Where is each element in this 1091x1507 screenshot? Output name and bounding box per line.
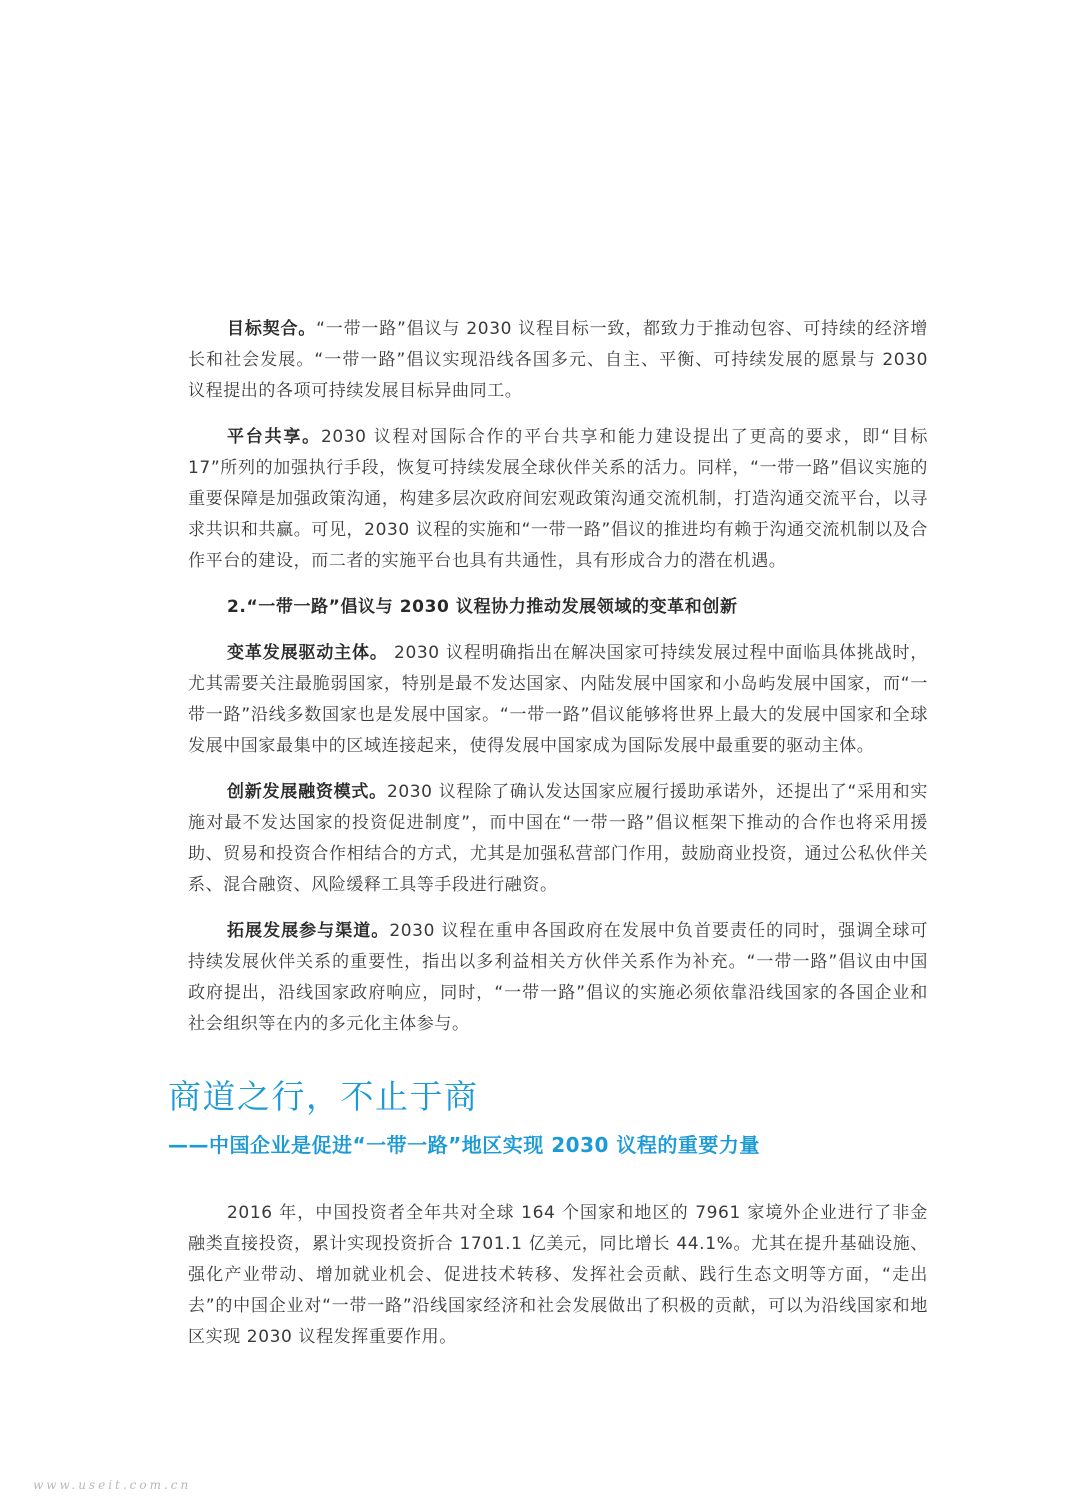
paragraph-lead: 创新发展融资模式。	[227, 782, 387, 802]
paragraph-text: 2030 议程明确指出在解决国家可持续发展过程中面临具体挑战时，尤其需要关注最脆弱国家，特别是最不发达国家、内陆发展中国家和小岛屿发展中国家，而“一带一路”沿线多数国家也是发展中国家。“一带一路”倡议能够将世界上最大的发展中国家和全球发展中国家最集中的区域连接起来，使得发展中国家成为国际发展中最重要的驱动主体。	[188, 643, 928, 756]
paragraph-text: 2030 议程对国际合作的平台共享和能力建设提出了更高的要求，即“目标 17”所列的加强执行手段，恢复可持续发展全球伙伴关系的活力。同样，“一带一路”倡议实施的重要保障是加强政策沟通，构建多层次政府间宏观政策沟通交流机制，打造沟通交流平台，以寻求共识和共赢。可见，2030 议程的实施和“一带一路”倡议的推进均有赖于沟通交流机制以及合作平台的建设，而二者的实施平台也具有共通性，具有形成合力的潜在机遇。	[188, 427, 928, 571]
paragraph-lead: 拓展发展参与渠道。	[227, 921, 390, 941]
paragraph-lead: 目标契合。	[227, 319, 317, 339]
paragraph-lead: 变革发展驱动主体。	[227, 643, 388, 663]
paragraph-driver-change	[188, 638, 928, 762]
paragraph-participation-channels	[188, 916, 928, 1040]
paragraph-text: “一带一路”倡议与 2030 议程目标一致，都致力于推动包容、可持续的经济增长和社会发展。“一带一路”倡议实现沿线各国多元、自主、平衡、可持续发展的愿景与 2030 议程提出的各项可持续发展目标异曲同工。	[188, 319, 929, 401]
subheading: 2.“一带一路”倡议与 2030 议程协力推动发展领域的变革和创新	[227, 597, 738, 617]
section-title: 商道之行，不止于商	[168, 1077, 479, 1116]
paragraph-text: 2030 议程除了确认发达国家应履行援助承诺外，还提出了“采用和实施对最不发达国家的投资促进制度”，而中国在“一带一路”倡议框架下推动的合作也将采用援助、贸易和投资合作相结合的方式，尤其是加强私营部门作用，鼓励商业投资，通过公私伙伴关系、混合融资、风险缓释工具等手段进行融资。	[188, 782, 928, 895]
watermark: www.useit.com.cn	[33, 1478, 192, 1492]
paragraph-investment-2016: 2016 年，中国投资者全年共对全球 164 个国家和地区的 7961 家境外企业进行了非金融类直接投资，累计实现投资折合 1701.1 亿美元，同比增长 44.1%。尤其在提升基础设施、强化产业带动、增加就业机会、促进技术转移、发挥社会贡献、践行生态文明等方面，“走出去”的中国企业对“一带一路”沿线国家经济和社会发展做出了积极的贡献，可以为沿线国家和地区实现 2030 议程发挥重要作用。	[188, 1203, 928, 1347]
paragraph-platform-sharing	[188, 422, 928, 577]
section-body	[188, 1198, 928, 1368]
paragraph-lead: 平台共享。	[227, 427, 321, 447]
body-text-block	[188, 314, 928, 1055]
paragraph-financing-innovation	[188, 777, 928, 901]
paragraph-goal-alignment	[188, 314, 928, 407]
section-subtitle: ——中国企业是促进“一带一路”地区实现 2030 议程的重要力量	[168, 1133, 760, 1157]
paragraph-text: 2030 议程在重申各国政府在发展中负首要责任的同时，强调全球可持续发展伙伴关系的重要性，指出以多利益相关方伙伴关系作为补充。“一带一路”倡议由中国政府提出，沿线国家政府响应，同时，“一带一路”倡议的实施必须依靠沿线国家的各国企业和社会组织等在内的多元化主体参与。	[188, 921, 928, 1034]
section-header	[168, 1074, 928, 1160]
